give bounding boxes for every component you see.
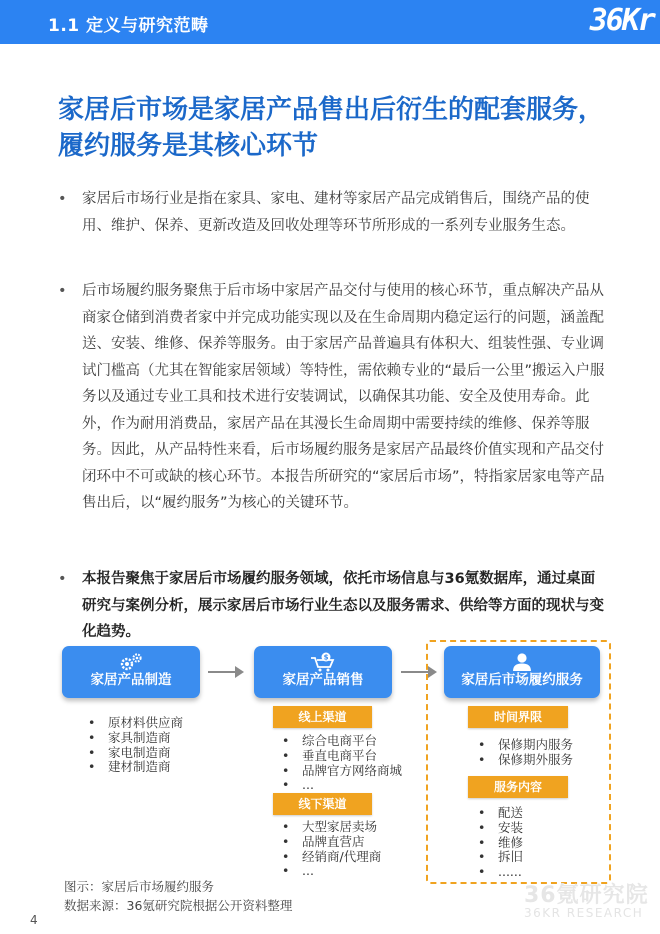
list-item: • 大型家居卖场 <box>280 820 381 835</box>
list-item: • 品牌直营店 <box>280 835 381 850</box>
online-channel-list <box>280 734 402 793</box>
list-item: • 家电制造商 <box>86 746 183 761</box>
sales-label: 家居产品销售 <box>282 672 364 688</box>
header-bar <box>0 0 660 44</box>
bullet-marker: • <box>58 191 67 207</box>
list-item: • ... <box>280 864 381 879</box>
manufacturing-box <box>62 646 200 698</box>
time-boundary-list <box>476 738 573 768</box>
page-number: 4 <box>30 913 38 927</box>
bullet-paragraph <box>58 278 606 517</box>
service-label: 家居后市场履约服务 <box>461 672 583 688</box>
time-boundary-tag: 时间界限 <box>468 706 568 728</box>
list-item: • 拆旧 <box>476 850 523 865</box>
brand-logo: 36Kr <box>589 3 654 38</box>
manufacturing-list <box>86 716 183 775</box>
list-item: • 配送 <box>476 806 523 821</box>
watermark-cn: 36氪研究院 <box>524 883 649 908</box>
list-item: • 维修 <box>476 836 523 851</box>
list-item: • 建材制造商 <box>86 760 183 775</box>
flow-arrow <box>208 671 242 673</box>
list-item: • 保修期内服务 <box>476 738 573 753</box>
offline-channel-tag: 线下渠道 <box>273 793 372 815</box>
list-item: • 综合电商平台 <box>280 734 402 749</box>
figure-caption: 图示：家居后市场履约服务 <box>64 879 215 894</box>
watermark-en: 36KR RESEARCH <box>524 906 644 920</box>
list-item: • 保修期外服务 <box>476 753 573 768</box>
online-channel-tag: 线上渠道 <box>273 706 372 728</box>
bullet-marker: • <box>58 571 67 587</box>
page-title <box>58 92 618 164</box>
list-item: • ...... <box>476 865 523 880</box>
service-content-list <box>476 806 523 880</box>
list-item: • 安装 <box>476 821 523 836</box>
list-item: • 经销商/代理商 <box>280 850 381 865</box>
section-title: 1.1 定义与研究范畴 <box>48 16 209 36</box>
service-box <box>444 646 600 698</box>
list-item: • 原材料供应商 <box>86 716 183 731</box>
bullet-marker: • <box>58 283 67 299</box>
svg-text:$: $ <box>323 653 329 662</box>
service-content-tag: 服务内容 <box>468 776 568 798</box>
list-item: • 品牌官方网络商城 <box>280 764 402 779</box>
bullet-paragraph-highlight <box>58 566 606 646</box>
page-title-line-2: 履约服务是其核心环节 <box>58 131 319 161</box>
page-title-line-1: 家居后市场是家居产品售出后衍生的配套服务， <box>58 95 605 125</box>
bullet-text: 本报告聚焦于家居后市场履约服务领域，依托市场信息与36氪数据库，通过桌面研究与案例分析，展示家居后市场行业生态以及服务需求、供给等方面的现状与变化趋势。 <box>82 571 604 640</box>
source-caption: 数据来源：36氪研究院根据公开资料整理 <box>64 898 293 913</box>
bullet-text: 后市场履约服务聚焦于后市场中家居产品交付与使用的核心环节，重点解决产品从商家仓储到消费者家中并完成功能实现以及在生命周期内稳定运行的问题，涵盖配送、安装、维修、保养等服务。由于家居产品普遍具有体积大、组装性强、专业调试门槛高（尤其在智能家居领域）等特性，需依赖专业的“最后一公里”搬运入户服务以及通过专业工具和技术进行安装调试，以确保其功能、安全及使用寿命。此外，作为耐用消费品，家居产品在其漫长生命周期中需要持续的维修、保养等服务。因此，从产品特性来看，后市场履约服务是家居产品最终价值实现和产品交付闭环中不可或缺的核心环节。本报告所研究的“家居后市场”，特指家居家电等产品售出后，以“履约服务”为核心的关键环节。 <box>82 283 605 511</box>
bullet-paragraph <box>58 186 606 239</box>
offline-channel-list <box>280 820 381 879</box>
list-item: • ... <box>280 778 402 793</box>
flow-arrow <box>401 671 435 673</box>
list-item: • 垂直电商平台 <box>280 749 402 764</box>
manufacturing-label: 家居产品制造 <box>90 672 172 688</box>
list-item: • 家具制造商 <box>86 731 183 746</box>
sales-box <box>254 646 392 698</box>
bullet-text: 家居后市场行业是指在家具、家电、建材等家居产品完成销售后，围绕产品的使用、维护、保养、更新改造及回收处理等环节所形成的一系列专业服务生态。 <box>82 191 590 234</box>
